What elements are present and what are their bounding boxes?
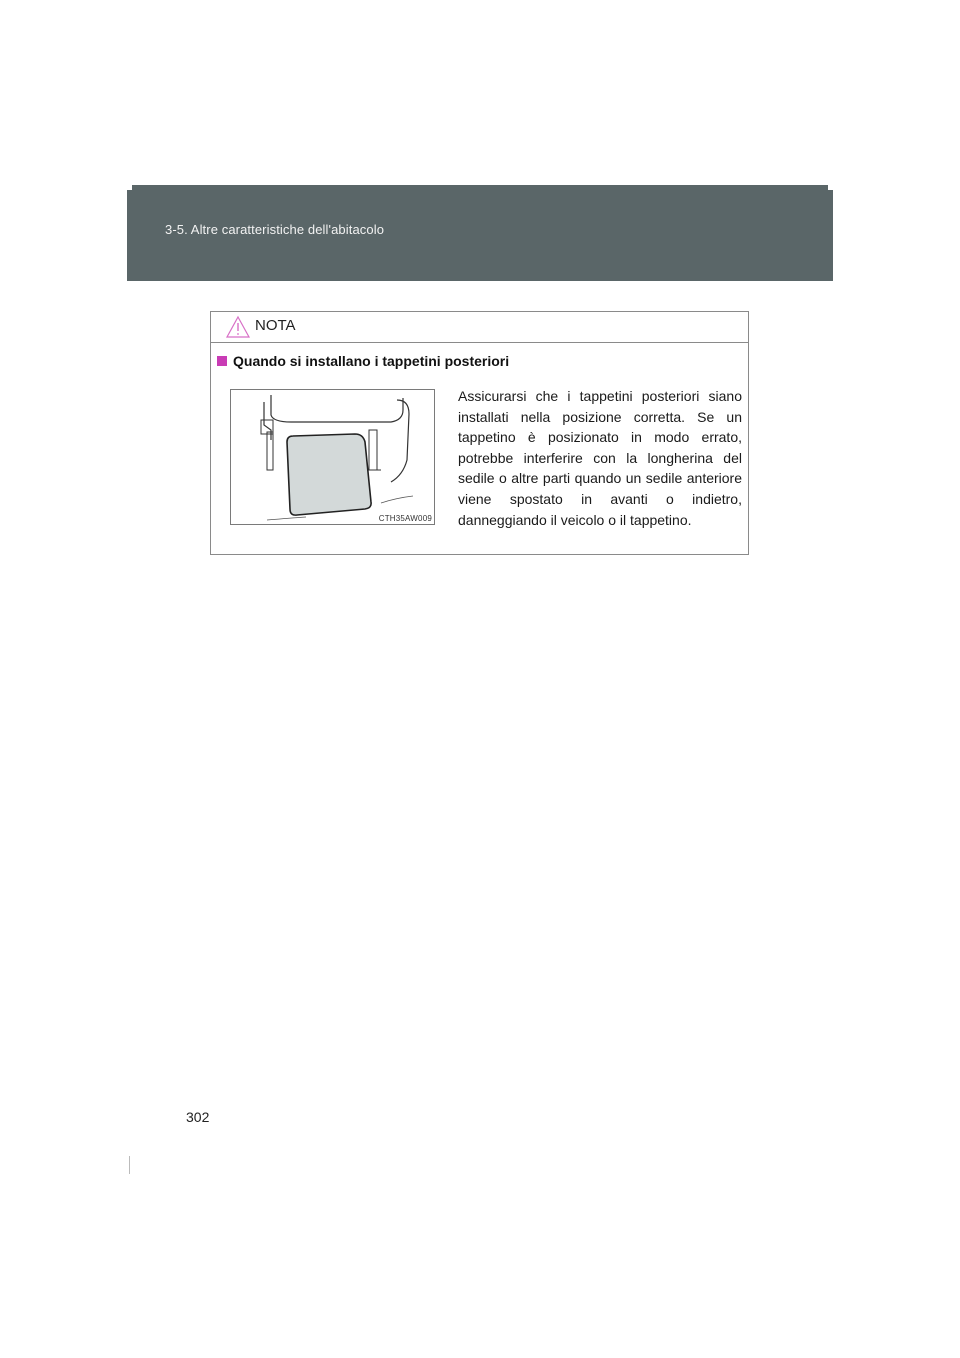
notice-label: NOTA <box>255 317 296 334</box>
figure-code: CTH35AW009 <box>378 514 432 523</box>
header-corner-right <box>828 185 833 190</box>
topic-heading <box>217 353 509 369</box>
section-title: 3-5. Altre caratteristiche dell'abitacolo <box>165 222 385 237</box>
notice-header <box>211 312 748 343</box>
notice-box <box>210 311 749 555</box>
page-number: 302 <box>186 1109 210 1125</box>
topic-bullet-icon <box>217 356 227 366</box>
margin-mark <box>129 1156 130 1174</box>
chapter-header-band <box>127 185 833 281</box>
header-corner-left <box>127 185 132 190</box>
notice-body-text: Assicurarsi che i tappetini posteriori siano installati nella posizione corretta. Se un tappetino è posizionato in modo errato, potrebbe interferire con la longherina del sedile o altre parti quando un sedile anteriore viene spostato in avanti o indietro, danneggiando il veicolo o il tappetino. <box>458 388 742 528</box>
warning-triangle-icon <box>225 315 251 339</box>
floor-mat-illustration <box>230 389 435 525</box>
floor-mat-drawing <box>231 390 434 524</box>
topic-heading-text: Quando si installano i tappetini posteriori <box>233 353 510 369</box>
